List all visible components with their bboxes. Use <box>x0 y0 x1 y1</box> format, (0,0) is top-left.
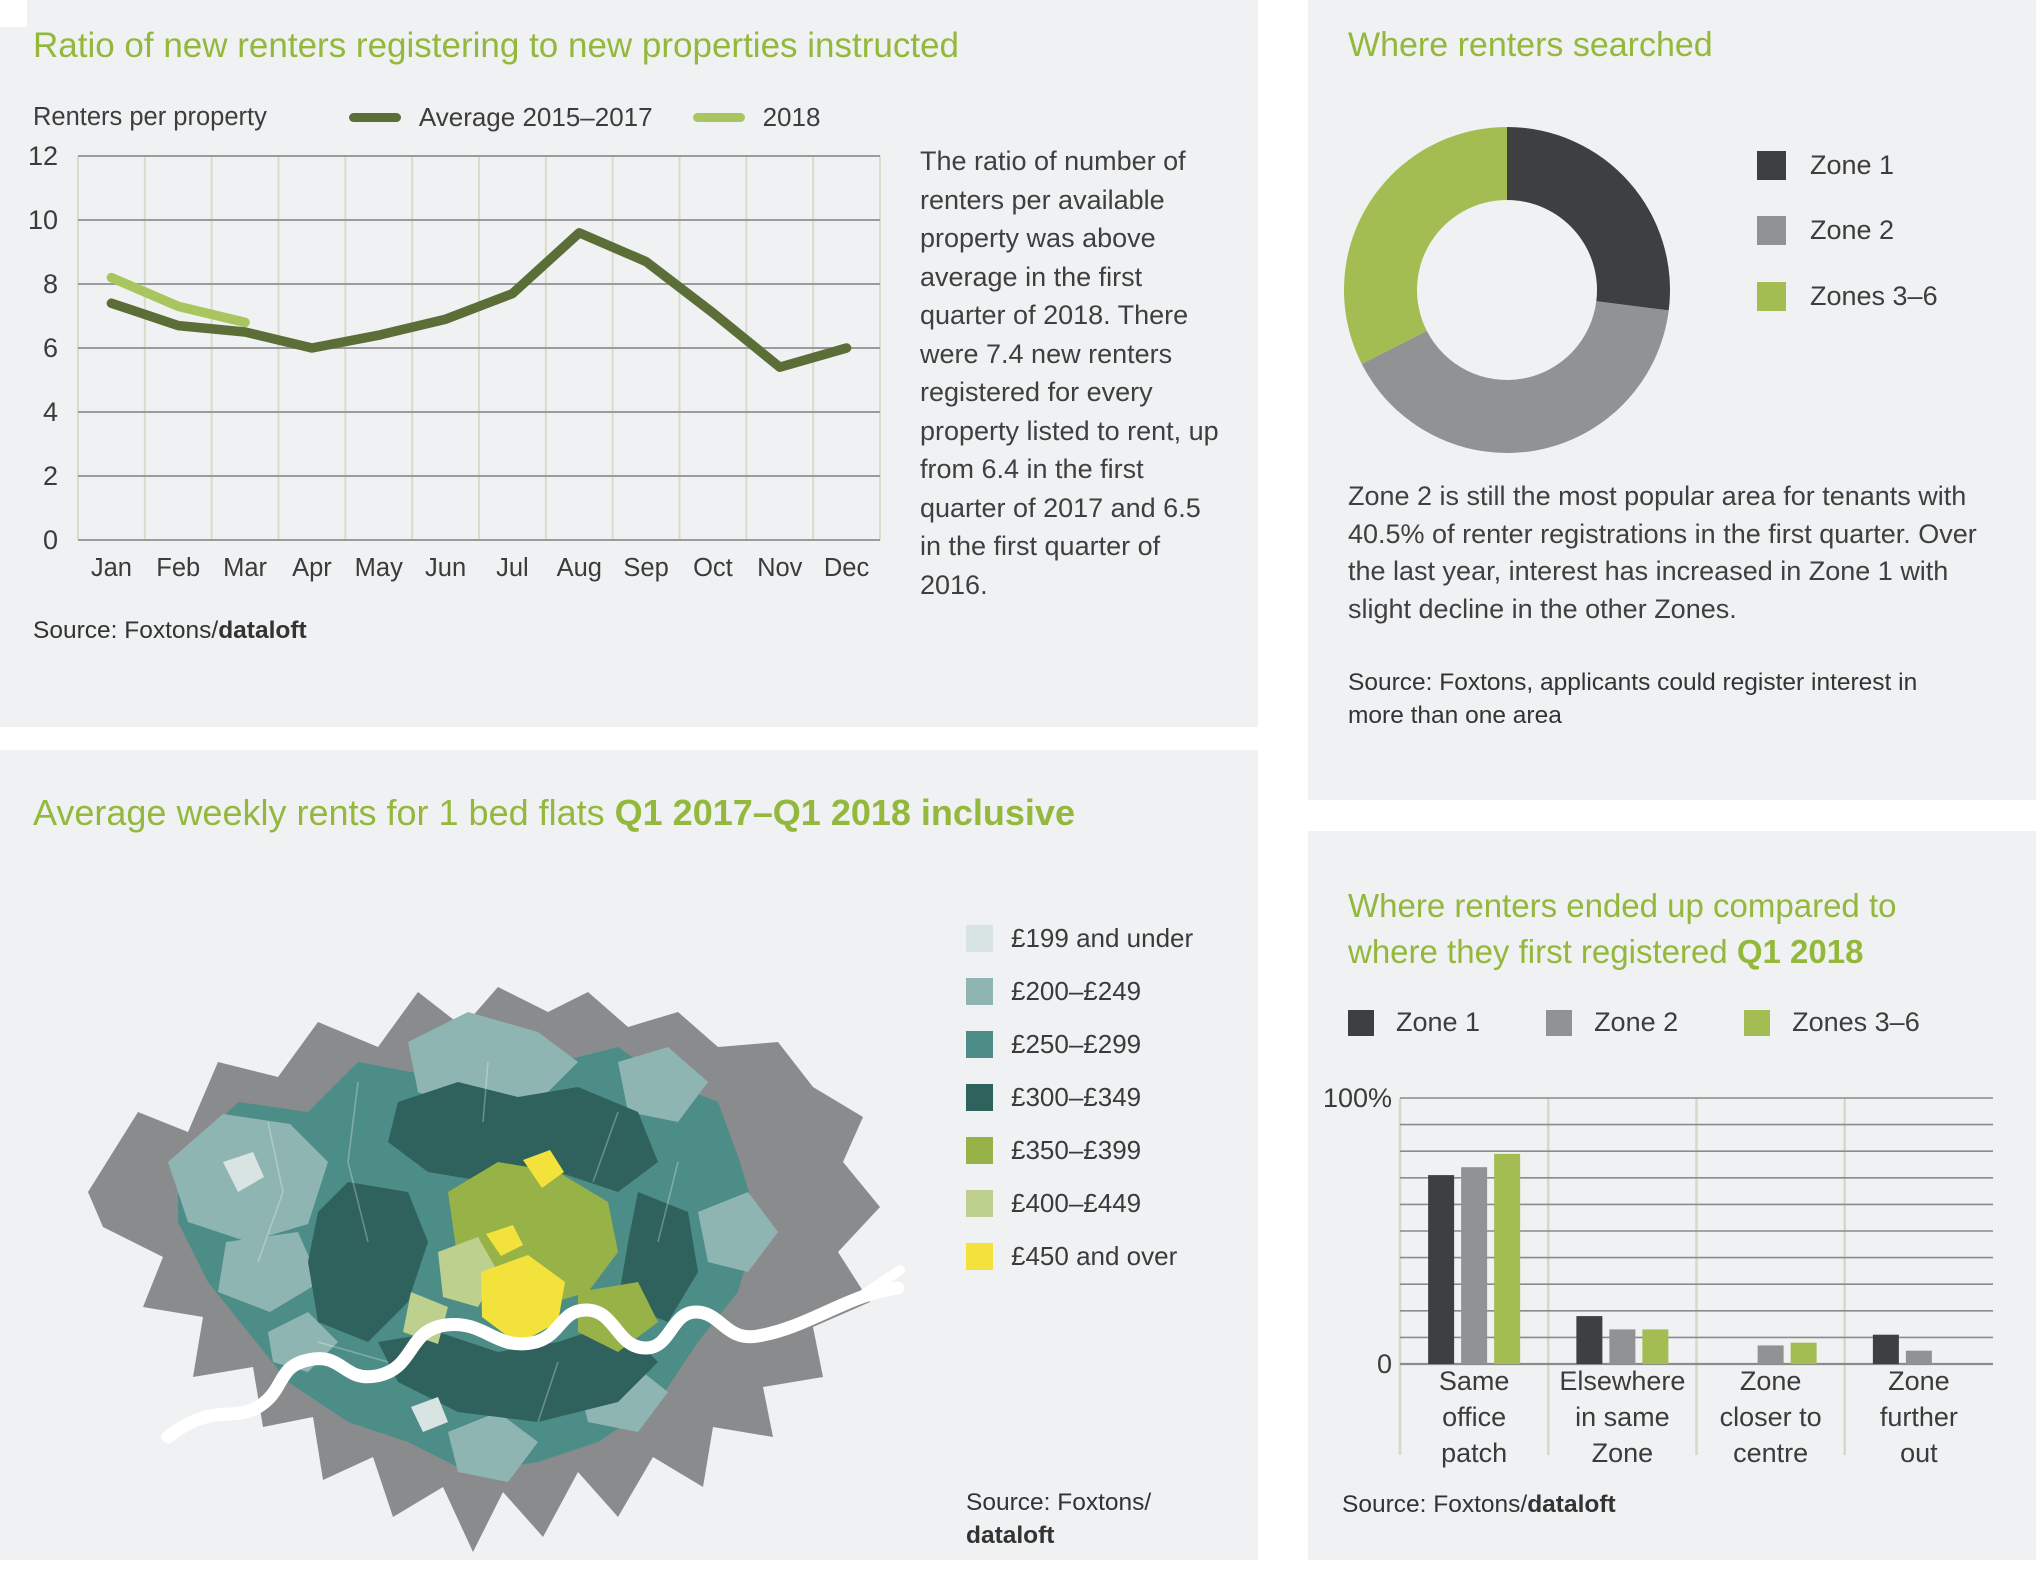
map-legend-label: £450 and over <box>1011 1241 1178 1271</box>
map-legend-row <box>966 978 1193 1005</box>
y-min-label: 0 <box>1376 1349 1392 1379</box>
y-tick-label: 6 <box>42 333 58 363</box>
zones36-swatch <box>1744 1010 1770 1036</box>
page-corner-notch <box>0 0 27 27</box>
y-axis-unit-label: Renters per property <box>33 102 267 131</box>
month-label: Oct <box>693 554 733 582</box>
map-legend-swatch <box>966 1190 993 1217</box>
month-label: Jul <box>496 554 529 582</box>
map-legend-label: £300–£349 <box>1011 1082 1142 1112</box>
map-legend-row <box>966 1084 1193 1111</box>
zone2-swatch <box>1546 1010 1572 1036</box>
zone2-label: Zone 2 <box>1810 215 1895 245</box>
month-label: Feb <box>156 554 201 582</box>
map-legend <box>966 925 1193 1296</box>
panel-where-renters-ended-up <box>1308 831 2036 1560</box>
ratio-chart-legend <box>33 100 820 134</box>
map-legend-swatch <box>966 1084 993 1111</box>
ratio-source: Source: Foxtons/dataloft <box>33 617 307 644</box>
ratio-paragraph: The ratio of number of renters per available property was above average in the first quarter of 2018. There were 7.4 new renters registered for every property listed to rent, up from 6.4 in the first quarter of 2017 and 6.5 in the first quarter of 2016. <box>920 146 1219 600</box>
donut-legend-zone2 <box>1757 215 1894 246</box>
legend-swatch-2018 <box>693 113 745 122</box>
month-label: Dec <box>823 554 870 582</box>
month-label: Apr <box>292 554 332 582</box>
month-label: Jan <box>90 554 132 582</box>
category-label: Elsewhere in same Zone <box>1559 1366 1686 1468</box>
y-tick-label: 2 <box>42 461 58 491</box>
map-legend-label: £350–£399 <box>1011 1135 1142 1165</box>
map-legend-label: £199 and under <box>1011 923 1194 953</box>
month-label: Jun <box>425 554 467 582</box>
zone1-swatch <box>1348 1010 1374 1036</box>
searched-title: Where renters searched <box>1348 26 1713 64</box>
zone1-label: Zone 1 <box>1396 1007 1481 1037</box>
map-title: Average weekly rents for 1 bed flats Q1 2017–Q1 2018 inclusive <box>33 792 1075 833</box>
category-label: Zone further out <box>1879 1366 1958 1468</box>
y-tick-label: 10 <box>27 205 58 235</box>
map-legend-row <box>966 925 1193 952</box>
zone1-swatch <box>1757 151 1786 180</box>
zone1-label: Zone 1 <box>1810 150 1895 180</box>
y-tick-label: 12 <box>27 141 58 171</box>
bar-zones-3–6 <box>1494 1154 1520 1364</box>
ended-up-bar-chart <box>1308 1071 2036 1501</box>
bar-zones-3–6 <box>1642 1329 1668 1364</box>
zones36-label: Zones 3–6 <box>1792 1007 1920 1037</box>
bar-zone-2 <box>1758 1345 1784 1364</box>
category-label: Same office patch <box>1438 1366 1510 1468</box>
donut-segment-zones-3–6 <box>1344 127 1507 364</box>
y-tick-label: 8 <box>42 269 58 299</box>
category-label: Zone closer to centre <box>1719 1366 1822 1468</box>
bar-zone-1 <box>1428 1175 1454 1364</box>
ratio-chart-title: Ratio of new renters registering to new properties instructed <box>33 26 960 65</box>
month-label: Mar <box>223 554 268 582</box>
bar-zone-1 <box>1873 1335 1899 1364</box>
month-label: Nov <box>757 554 803 582</box>
map-legend-label: £400–£449 <box>1011 1188 1142 1218</box>
zone2-swatch <box>1757 216 1786 245</box>
map-legend-label: £200–£249 <box>1011 976 1142 1006</box>
map-legend-swatch <box>966 1031 993 1058</box>
ended-up-title: Where renters ended up compared to where they first registered Q1 2018 <box>1348 887 1897 970</box>
bar-zone-2 <box>1461 1167 1487 1364</box>
bar-zone-2 <box>1609 1329 1635 1364</box>
month-label: May <box>354 554 403 582</box>
bars-legend <box>1348 1007 1920 1038</box>
bars-source: Source: Foxtons/dataloft <box>1342 1491 1616 1518</box>
map-legend-row <box>966 1243 1193 1270</box>
month-label: Aug <box>556 554 602 582</box>
map-source: Source: Foxtons/ dataloft <box>966 1489 1152 1549</box>
donut-legend-zone1 <box>1757 150 1894 181</box>
panel-renters-ratio <box>0 0 1258 727</box>
map-legend-row <box>966 1137 1193 1164</box>
bar-zone-1 <box>1576 1316 1602 1364</box>
zone2-label: Zone 2 <box>1594 1007 1679 1037</box>
searched-paragraph: Zone 2 is still the most popular area for tenants with 40.5% of renter registrations in the first quarter. Over the last year, interest has increased in Zone 1 with slight decline in the other Zones. <box>1348 481 1977 624</box>
map-legend-swatch <box>966 925 993 952</box>
panel-where-renters-searched <box>1308 0 2036 800</box>
zones36-swatch <box>1757 282 1786 311</box>
map-legend-row <box>966 1190 1193 1217</box>
map-legend-row <box>966 1031 1193 1058</box>
donut-segment-zone-1 <box>1507 127 1670 310</box>
bar-zone-2 <box>1906 1351 1932 1364</box>
donut-legend-zones36 <box>1757 281 1938 312</box>
map-legend-swatch <box>966 1137 993 1164</box>
london-choropleth-map <box>18 862 930 1558</box>
legend-label-2018: 2018 <box>762 101 821 132</box>
map-legend-swatch <box>966 1243 993 1270</box>
map-legend-label: £250–£299 <box>1011 1029 1142 1059</box>
legend-label-average: Average 2015–2017 <box>418 101 653 132</box>
map-legend-swatch <box>966 978 993 1005</box>
bar-zones-3–6 <box>1791 1343 1817 1364</box>
panel-average-weekly-rents-map <box>0 750 1258 1560</box>
y-tick-label: 4 <box>42 397 58 427</box>
searched-source: Source: Foxtons, applicants could register interest in more than one area <box>1348 669 1918 729</box>
zones36-label: Zones 3–6 <box>1810 281 1938 311</box>
y-tick-label: 0 <box>42 525 58 555</box>
y-max-label: 100% <box>1322 1083 1392 1113</box>
legend-swatch-average <box>349 113 401 122</box>
month-label: Sep <box>623 554 669 582</box>
